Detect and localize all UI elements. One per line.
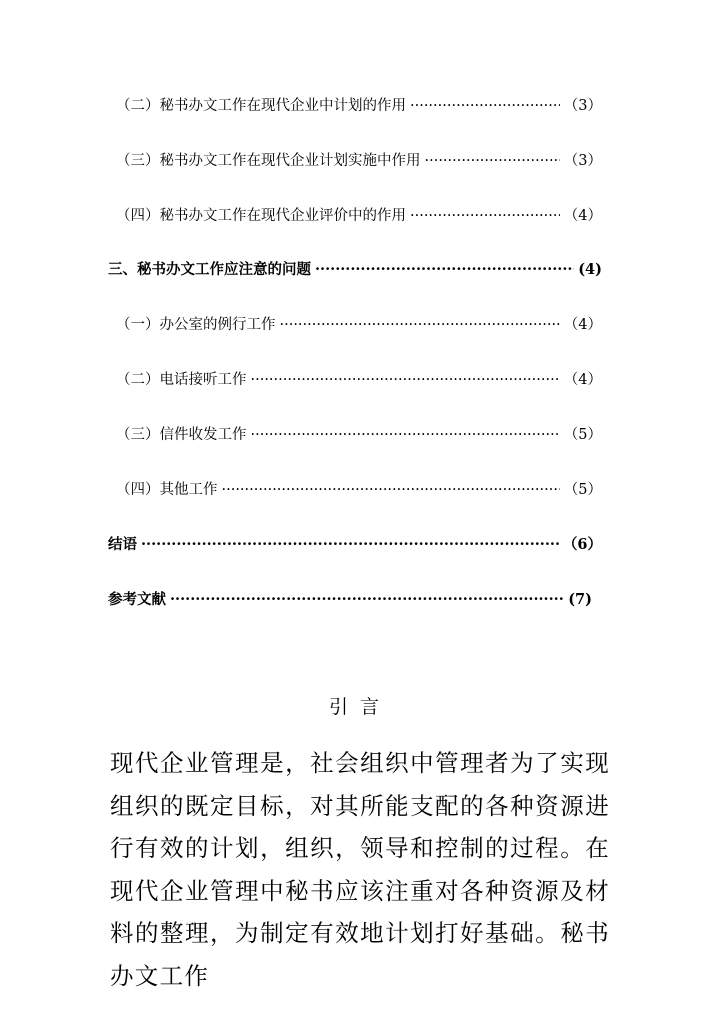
- toc-leader-dots: [251, 423, 560, 447]
- toc-entry[interactable]: [108, 533, 602, 557]
- toc-entry[interactable]: [116, 423, 602, 447]
- toc-entry-label: （一）办公室的例行工作: [116, 317, 276, 333]
- toc-leader-dots: [280, 313, 560, 337]
- toc-entry[interactable]: [108, 588, 592, 612]
- toc-leader-dots: [170, 588, 564, 612]
- toc-entry-page: （4）: [563, 317, 602, 333]
- toc-entry-label: （四）秘书办文工作在现代企业评价中的作用: [116, 208, 406, 224]
- toc-leader-dots: [222, 478, 560, 502]
- toc-leader-dots: [141, 533, 559, 557]
- toc-entry[interactable]: [116, 204, 602, 228]
- toc-entry-label: 三、秘书办文工作应注意的问题: [108, 261, 311, 278]
- toc-entry-label: 结语: [108, 536, 137, 553]
- toc-entry-page: (4): [578, 261, 602, 278]
- toc-leader-dots: [315, 258, 574, 282]
- toc-entry-page: （4）: [563, 372, 602, 388]
- toc-entry-label: （四）其他工作: [116, 482, 218, 498]
- introduction-paragraph: 现代企业管理是，社会组织中管理者为了实现组织的既定目标，对其所能支配的各种资源进行有效的计划，组织，领导和控制的过程。在现代企业管理中秘书应该注重对各种资源及材料的整理，为制定有效地计划打好基础。秘书办文工作: [110, 749, 610, 990]
- toc-entry-page: (7): [568, 591, 592, 608]
- toc-entry-page: （5）: [563, 427, 602, 443]
- toc-entry[interactable]: [116, 94, 602, 118]
- toc-entry-label: （三）秘书办文工作在现代企业计划实施中作用: [116, 153, 421, 169]
- toc-leader-dots: [410, 94, 560, 118]
- toc-entry[interactable]: [116, 478, 602, 502]
- toc-entry[interactable]: [108, 258, 602, 282]
- toc-entry-page: （3）: [563, 98, 602, 114]
- toc-entry-label: （二）电话接听工作: [116, 372, 247, 388]
- toc-entry-label: 参考文献: [108, 591, 166, 608]
- toc-entry-page: （6）: [562, 536, 602, 553]
- toc-entry-page: （4）: [563, 208, 602, 224]
- toc-entry[interactable]: [116, 368, 602, 392]
- toc-leader-dots: [425, 149, 560, 173]
- toc-entry-label: （二）秘书办文工作在现代企业中计划的作用: [116, 98, 406, 114]
- toc-leader-dots: [410, 204, 560, 228]
- toc-entry-page: （5）: [563, 482, 602, 498]
- toc-entry-page: （3）: [563, 153, 602, 169]
- toc-leader-dots: [251, 368, 560, 392]
- introduction-heading: 引言: [328, 696, 391, 718]
- toc-entry-label: （三）信件收发工作: [116, 427, 247, 443]
- toc-entry[interactable]: [116, 313, 602, 337]
- toc-entry[interactable]: [116, 149, 602, 173]
